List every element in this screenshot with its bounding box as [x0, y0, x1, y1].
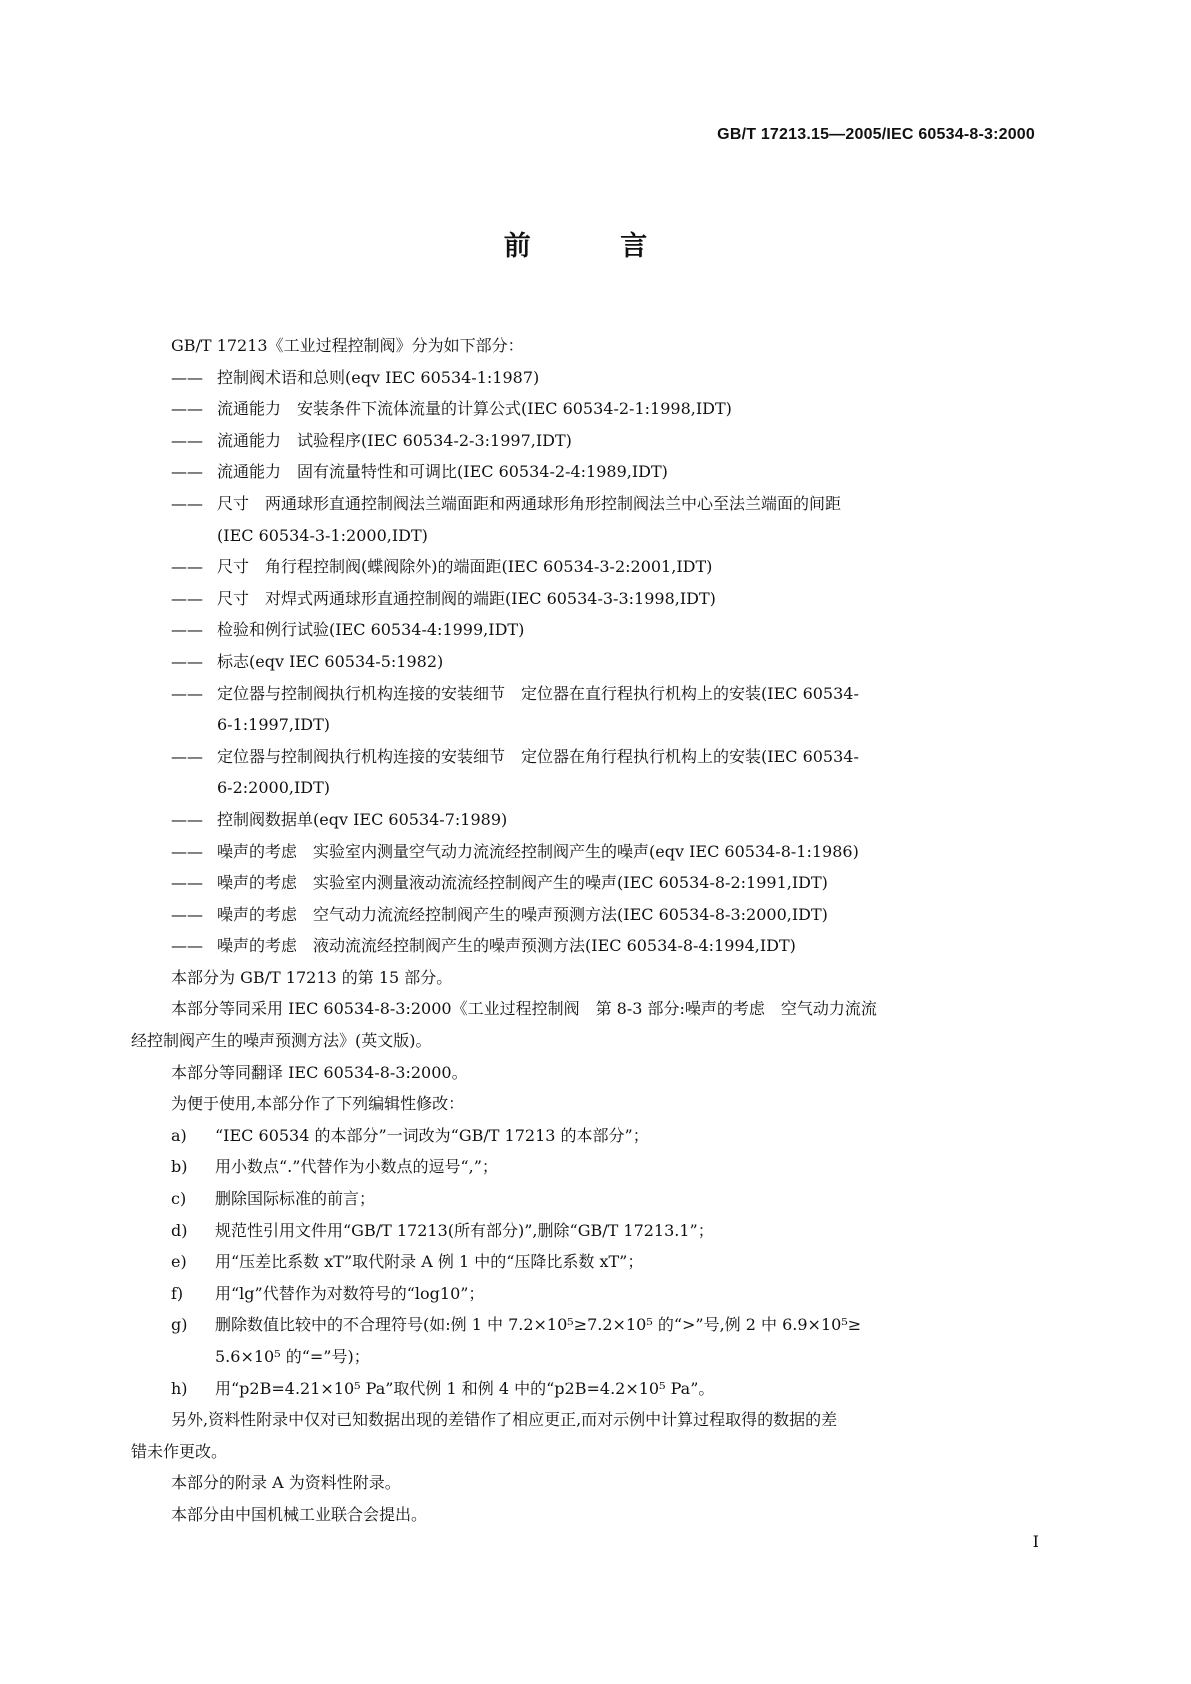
part-list-text: 噪声的考虑 实验室内测量液动流流经控制阀产生的噪声(IEC 60534-8-2:1991,IDT) — [217, 873, 828, 893]
em-dash-marker: —— — [171, 462, 203, 482]
equivalence-paragraph-line: 经控制阀产生的噪声预测方法》(英文版)。 — [131, 1031, 432, 1051]
edit-list-item — [131, 1183, 1053, 1215]
part-list-item — [131, 362, 1053, 394]
part-list-text: 噪声的考虑 实验室内测量空气动力流流经控制阀产生的噪声(eqv IEC 60534-8-1:1986) — [217, 841, 859, 861]
em-dash-marker: —— — [171, 620, 203, 640]
em-dash-marker: —— — [171, 746, 203, 766]
part-list-text: 尺寸 两通球形直通控制阀法兰端面距和两通球形角形控制阀法兰中心至法兰端面的间距 — [217, 493, 842, 513]
page-number: I — [1032, 1532, 1039, 1551]
edits-list — [131, 1120, 1053, 1404]
edit-item-text: 规范性引用文件用“GB/T 17213(所有部分)”,删除“GB/T 17213.1”； — [215, 1220, 714, 1240]
foreword-body — [131, 330, 1053, 1531]
em-dash-marker: —— — [171, 651, 203, 671]
edit-item-text: 用“压差比系数 xT”取代附录 A 例 1 中的“压降比系数 xT”； — [215, 1252, 644, 1272]
part-number-paragraph: 本部分为 GB/T 17213 的第 15 部分。 — [171, 967, 453, 987]
part-list-item — [131, 804, 1053, 836]
edit-list-item — [131, 1215, 1053, 1247]
part-list-item — [131, 867, 1053, 899]
part-list-item — [131, 456, 1053, 488]
errata-paragraph-line: 另外,资料性附录中仅对已知数据出现的差错作了相应更正,而对示例中计算过程取得的数据的差 — [171, 1410, 838, 1430]
part-list-text: 检验和例行试验(IEC 60534-4:1999,IDT) — [217, 620, 525, 640]
part-list-text: 尺寸 对焊式两通球形直通控制阀的端距(IEC 60534-3-3:1998,IDT) — [217, 588, 716, 608]
em-dash-marker: —— — [171, 936, 203, 956]
em-dash-marker: —— — [171, 557, 203, 577]
em-dash-marker: —— — [171, 904, 203, 924]
part-list-text: (IEC 60534-3-1:2000,IDT) — [217, 525, 428, 545]
edit-list-item — [131, 1309, 1053, 1341]
edit-item-label: f) — [171, 1283, 184, 1303]
part-list-text: 流通能力 试验程序(IEC 60534-2-3:1997,IDT) — [217, 430, 572, 450]
part-list-item — [131, 772, 1053, 804]
part-list-text: 6-2:2000,IDT) — [217, 778, 331, 798]
edit-list-item — [131, 1341, 1053, 1373]
part-list-item — [131, 930, 1053, 962]
edit-item-text: 5.6×10⁵ 的“=”号)； — [215, 1347, 370, 1366]
em-dash-marker: —— — [171, 588, 203, 608]
part-list-text: 尺寸 角行程控制阀(蝶阀除外)的端面距(IEC 60534-3-2:2001,IDT) — [217, 557, 713, 577]
part-list-item — [131, 646, 1053, 678]
part-list-item — [131, 488, 1053, 520]
part-list-item — [131, 709, 1053, 741]
em-dash-marker: —— — [171, 873, 203, 893]
part-list-item — [131, 583, 1053, 615]
translation-paragraph: 本部分等同翻译 IEC 60534-8-3:2000。 — [171, 1062, 468, 1082]
edit-item-label: e) — [171, 1252, 187, 1272]
part-list-item — [131, 393, 1053, 425]
part-list-text: 噪声的考虑 空气动力流流经控制阀产生的噪声预测方法(IEC 60534-8-3:2000,IDT) — [217, 904, 828, 924]
edit-item-label: b) — [171, 1157, 188, 1177]
edit-item-text: 删除国际标准的前言； — [215, 1189, 376, 1209]
parts-list — [131, 362, 1053, 962]
edits-intro-paragraph: 为便于使用,本部分作了下列编辑性修改： — [171, 1094, 465, 1114]
part-list-item — [131, 836, 1053, 868]
part-list-text: 控制阀术语和总则(eqv IEC 60534-1:1987) — [217, 367, 540, 387]
edit-item-text: 用“lg”代替作为对数符号的“log10”； — [215, 1283, 485, 1303]
part-list-text: 控制阀数据单(eqv IEC 60534-7:1989) — [217, 809, 508, 829]
proposed-by-paragraph: 本部分由中国机械工业联合会提出。 — [171, 1504, 428, 1524]
em-dash-marker: —— — [171, 399, 203, 419]
edit-item-label: d) — [171, 1220, 188, 1240]
page-title: 前 言 — [503, 231, 688, 262]
edit-list-item — [131, 1246, 1053, 1278]
edit-list-item — [131, 1373, 1053, 1405]
part-list-text: 定位器与控制阀执行机构连接的安装细节 定位器在直行程执行机构上的安装(IEC 60534- — [217, 683, 859, 703]
edit-list-item — [131, 1278, 1053, 1310]
edit-item-text: “IEC 60534 的本部分”一词改为“GB/T 17213 的本部分”； — [215, 1125, 649, 1145]
edit-item-label: a) — [171, 1125, 187, 1145]
part-list-item — [131, 899, 1053, 931]
annex-paragraph: 本部分的附录 A 为资料性附录。 — [171, 1473, 401, 1493]
edit-item-label: h) — [171, 1378, 188, 1398]
edit-list-item — [131, 1151, 1053, 1183]
em-dash-marker: —— — [171, 683, 203, 703]
part-list-text: 流通能力 固有流量特性和可调比(IEC 60534-2-4:1989,IDT) — [217, 462, 668, 482]
errata-paragraph-line: 错未作更改。 — [131, 1441, 228, 1461]
part-list-item — [131, 678, 1053, 710]
em-dash-marker: —— — [171, 493, 203, 513]
equivalence-paragraph-line: 本部分等同采用 IEC 60534-8-3:2000《工业过程控制阀 第 8-3 部分:噪声的考虑 空气动力流流 — [171, 999, 877, 1019]
part-list-item — [131, 520, 1053, 552]
part-list-text: 定位器与控制阀执行机构连接的安装细节 定位器在角行程执行机构上的安装(IEC 60534- — [217, 746, 859, 766]
part-list-item — [131, 425, 1053, 457]
standard-code: GB/T 17213.15—2005/IEC 60534-8-3:2000 — [717, 126, 1035, 143]
em-dash-marker: —— — [171, 809, 203, 829]
part-list-item — [131, 551, 1053, 583]
part-list-item — [131, 741, 1053, 773]
part-list-text: 标志(eqv IEC 60534-5:1982) — [217, 651, 444, 671]
edit-item-label: c) — [171, 1189, 187, 1209]
em-dash-marker: —— — [171, 430, 203, 450]
edit-item-text: 删除数值比较中的不合理符号(如:例 1 中 7.2×10⁵≥7.2×10⁵ 的“>”号,例 2 中 6.9×10⁵≥ — [215, 1315, 862, 1335]
part-list-item — [131, 614, 1053, 646]
edit-item-text: 用小数点“.”代替作为小数点的逗号“,”； — [215, 1157, 498, 1177]
edit-list-item — [131, 1120, 1053, 1152]
part-list-text: 噪声的考虑 液动流流经控制阀产生的噪声预测方法(IEC 60534-8-4:1994,IDT) — [217, 936, 796, 956]
intro-paragraph: GB/T 17213《工业过程控制阀》分为如下部分： — [171, 336, 524, 355]
part-list-text: 流通能力 安装条件下流体流量的计算公式(IEC 60534-2-1:1998,IDT) — [217, 399, 732, 419]
edit-item-label: g) — [171, 1315, 188, 1335]
em-dash-marker: —— — [171, 841, 203, 861]
em-dash-marker: —— — [171, 367, 203, 387]
part-list-text: 6-1:1997,IDT) — [217, 715, 331, 735]
edit-item-text: 用“p2B=4.21×10⁵ Pa”取代例 1 和例 4 中的“p2B=4.2×10⁵ Pa”。 — [215, 1378, 715, 1398]
